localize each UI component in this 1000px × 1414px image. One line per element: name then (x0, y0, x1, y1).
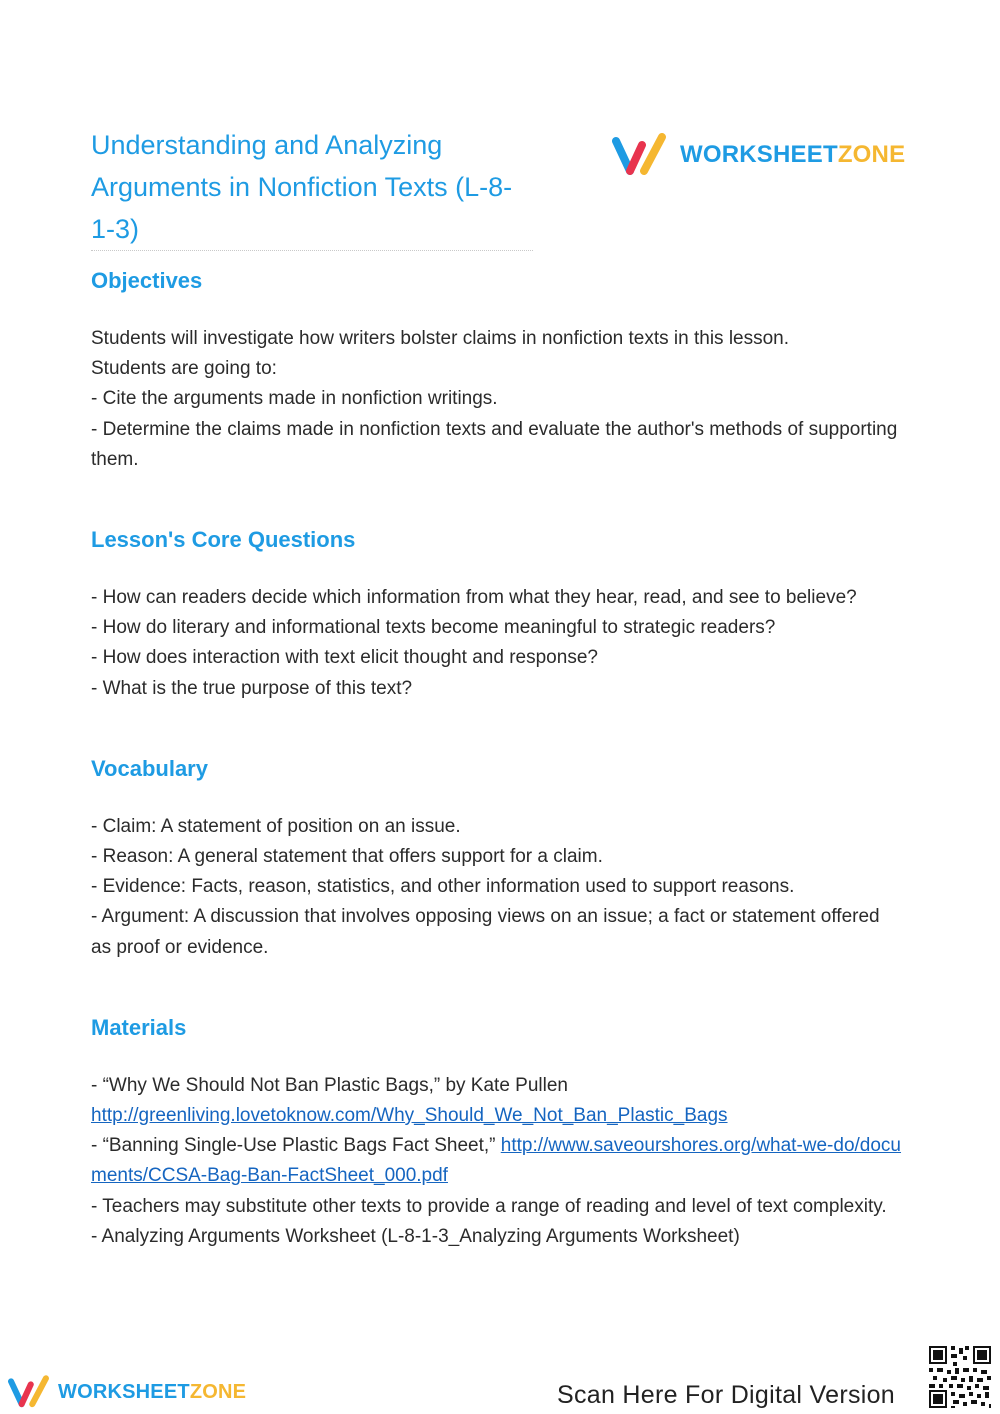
objectives-line: Students are going to: (91, 358, 277, 380)
objectives-line: - Cite the arguments made in nonfiction writings. (91, 388, 498, 410)
materials-heading: Materials (91, 1014, 187, 1040)
logo-word: WORKSHEET (680, 141, 838, 168)
materials-item-text: - “Why We Should Not Ban Plastic Bags,” by Kate Pullen (91, 1074, 568, 1096)
footer-logo-zone: ZONE (189, 1380, 247, 1403)
core-question-line: - What is the true purpose of this text? (91, 677, 413, 699)
vocabulary-body (91, 812, 903, 963)
page-title: Understanding and Analyzing Arguments in Nonfiction Texts (L-8-1-3) (91, 130, 513, 244)
materials-item: - Analyzing Arguments Worksheet (L-8-1-3_Analyzing Arguments Worksheet) (91, 1225, 740, 1247)
materials-item-text: - “Banning Single-Use Plastic Bags Fact Sheet,” (91, 1135, 501, 1157)
main-content (91, 262, 903, 1252)
footer-logo[interactable] (8, 1372, 246, 1412)
logo-wordmark (680, 141, 905, 169)
footer-logo-wordmark (58, 1381, 246, 1404)
vocabulary-line: - Evidence: Facts, reason, statistics, and other information used to support reasons. (91, 876, 795, 898)
qr-code-icon[interactable] (927, 1344, 993, 1410)
objectives-body (91, 324, 903, 475)
title-divider (91, 250, 533, 251)
vocabulary-heading: Vocabulary (91, 755, 208, 781)
core-questions-section (91, 521, 903, 704)
materials-link-plastic-bags[interactable]: http://greenliving.lovetoknow.com/Why_Should_We_Not_Ban_Plastic_Bags (91, 1105, 728, 1127)
materials-section (91, 1009, 903, 1252)
vocabulary-line: - Argument: A discussion that involves opposing views on an issue; a fact or statement offered as proof or evidence. (91, 906, 880, 958)
core-questions-body (91, 583, 903, 704)
scan-instruction: Scan Here For Digital Version (557, 1381, 896, 1409)
logo-zone: ZONE (837, 141, 906, 168)
core-question-line: - How do literary and informational texts become meaningful to strategic readers? (91, 617, 776, 639)
vocabulary-section (91, 750, 903, 963)
materials-item (91, 1131, 903, 1191)
worksheetzone-logo-icon (8, 1375, 52, 1409)
vocabulary-line: - Reason: A general statement that offers support for a claim. (91, 846, 603, 868)
vocabulary-line: - Claim: A statement of position on an issue. (91, 815, 461, 837)
worksheetzone-logo-icon (612, 133, 670, 177)
materials-link-fact-sheet[interactable]: http://www.saveourshores.org/what-we-do/documents/CCSA-Bag-Ban-FactSheet_000.pdf (91, 1135, 902, 1187)
core-question-line: - How does interaction with text elicit thought and response? (91, 647, 598, 669)
core-questions-heading: Lesson's Core Questions (91, 527, 356, 553)
materials-item: - Teachers may substitute other texts to provide a range of reading and level of text complexity. (91, 1195, 887, 1217)
objectives-line: - Determine the claims made in nonfiction texts and evaluate the author's methods of supporting them. (91, 418, 898, 470)
core-question-line: - How can readers decide which information from what they hear, read, and see to believe? (91, 587, 857, 609)
materials-body (91, 1071, 903, 1252)
objectives-heading: Objectives (91, 268, 203, 293)
materials-item (91, 1071, 903, 1131)
worksheetzone-logo[interactable] (612, 133, 905, 177)
footer-logo-word: WORKSHEET (58, 1380, 190, 1403)
objectives-section (91, 262, 903, 475)
objectives-line: Students will investigate how writers bolster claims in nonfiction texts in this lesson. (91, 328, 790, 349)
